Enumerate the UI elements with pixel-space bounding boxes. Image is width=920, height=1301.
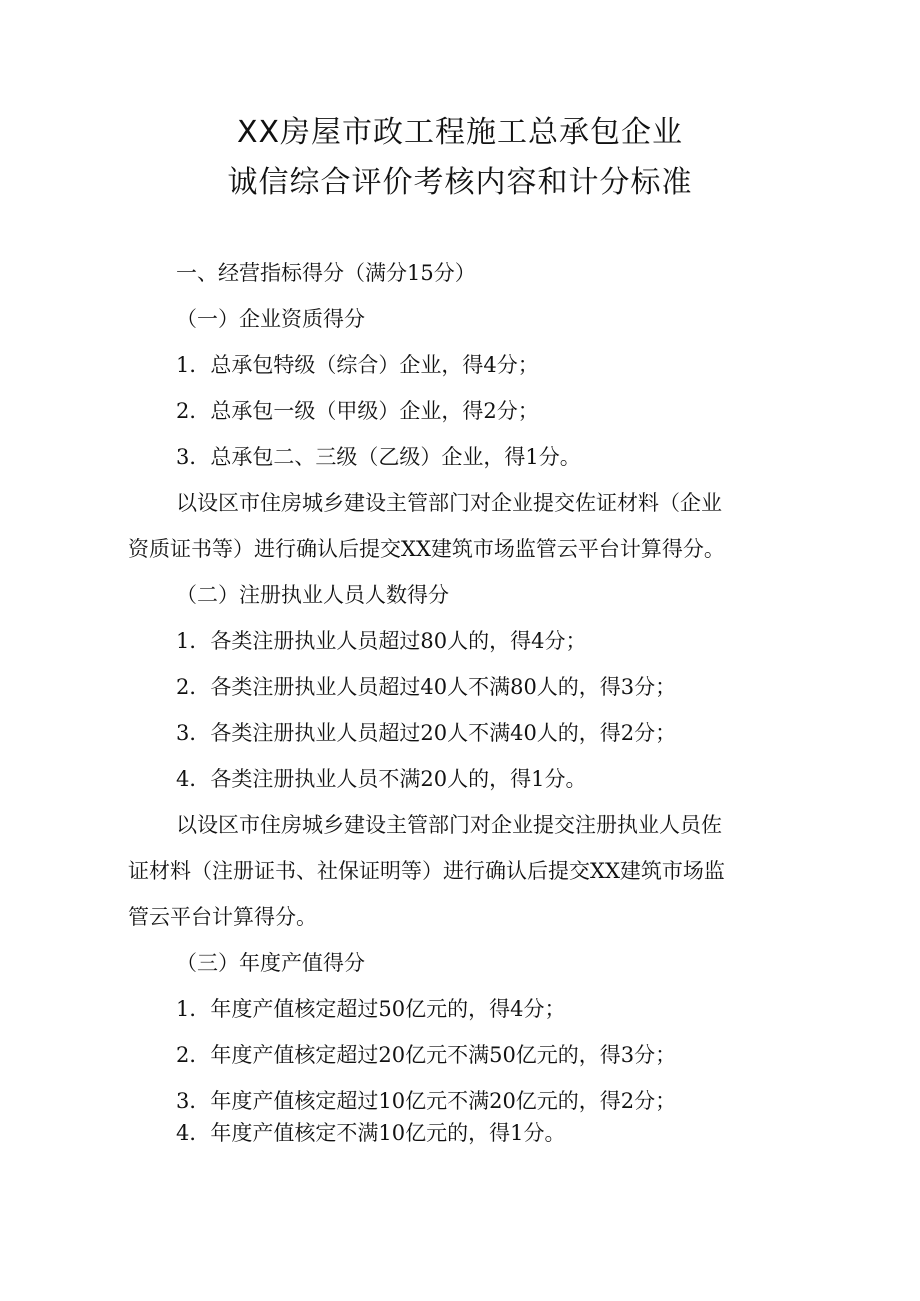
document-title-line-1: XX房屋市政工程施工总承包企业 — [236, 115, 684, 150]
list-item: 1．总承包特级（综合）企业，得4分； — [176, 353, 539, 377]
list-item: 3．总承包二、三级（乙级）企业，得1分。 — [176, 445, 581, 469]
paragraph-line: 以设区市住房城乡建设主管部门对企业提交佐证材料（企业 — [176, 491, 722, 515]
paragraph-line: 管云平台计算得分。 — [128, 905, 317, 929]
list-item: 2．各类注册执业人员超过40人不满80人的，得3分； — [176, 675, 677, 699]
paragraph-line: 证材料（注册证书、社保证明等）进行确认后提交XX建筑市场监 — [128, 859, 725, 883]
list-item: 4．年度产值核定不满10亿元的，得1分。 — [176, 1121, 566, 1145]
list-item: 3．各类注册执业人员超过20人不满40人的，得2分； — [176, 721, 677, 745]
list-item: 1．各类注册执业人员超过80人的，得4分； — [176, 629, 587, 653]
list-item: 2．年度产值核定超过20亿元不满50亿元的，得3分； — [176, 1043, 677, 1067]
list-item: 4．各类注册执业人员不满20人的，得1分。 — [176, 767, 587, 791]
document-title-line-2: 诚信综合评价考核内容和计分标准 — [227, 165, 693, 200]
list-item: 3．年度产值核定超过10亿元不满20亿元的，得2分； — [176, 1089, 677, 1113]
subsection-3-heading: （三）年度产值得分 — [176, 951, 365, 975]
subsection-1-heading: （一）企业资质得分 — [176, 307, 365, 331]
paragraph-line: 以设区市住房城乡建设主管部门对企业提交注册执业人员佐 — [176, 813, 722, 837]
section-1-heading: 一、经营指标得分（满分15分） — [176, 261, 476, 285]
list-item: 1．年度产值核定超过50亿元的，得4分； — [176, 997, 566, 1021]
paragraph-line: 资质证书等）进行确认后提交XX建筑市场监管云平台计算得分。 — [128, 537, 725, 561]
list-item: 2．总承包一级（甲级）企业，得2分； — [176, 399, 539, 423]
subsection-2-heading: （二）注册执业人员人数得分 — [176, 583, 449, 607]
